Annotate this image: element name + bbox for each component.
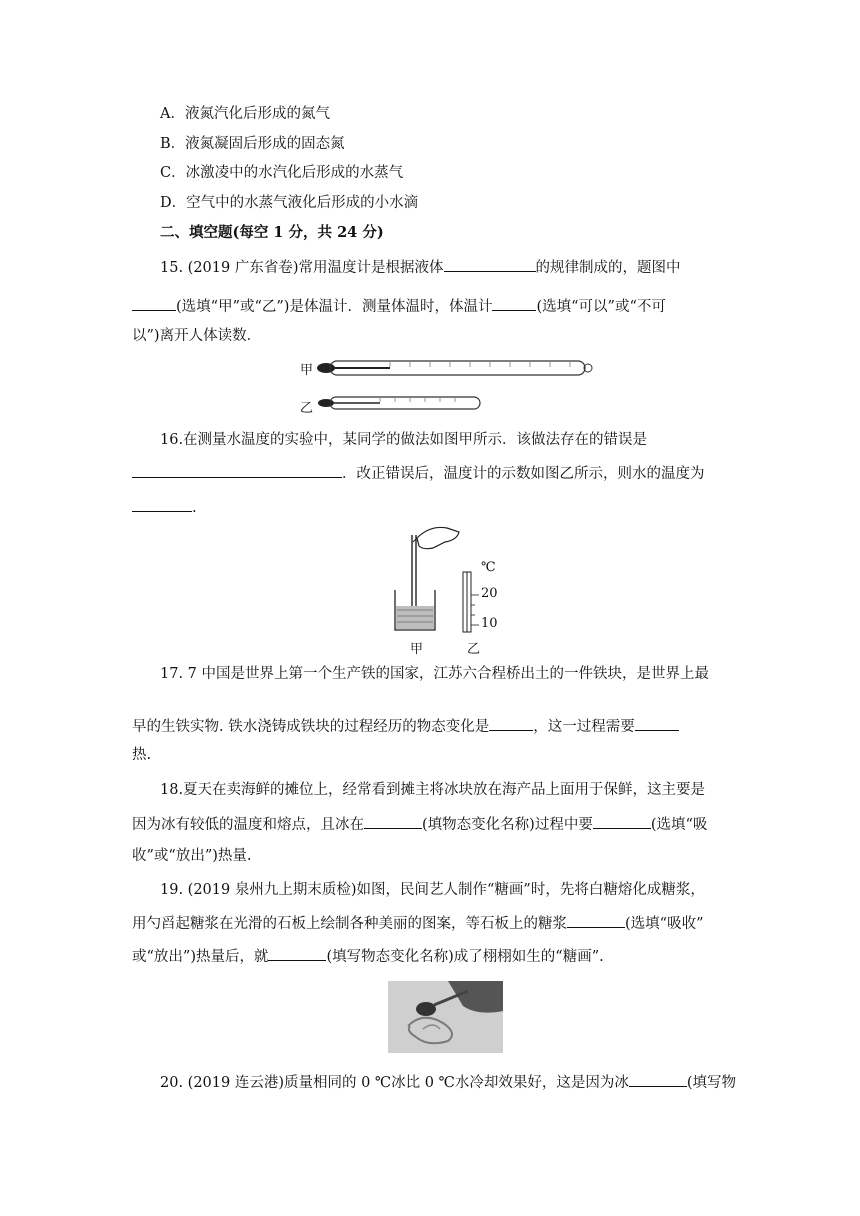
option-c: C．冰激凌中的水汽化后形成的水蒸气	[160, 165, 404, 181]
option-b: B．液氮凝固后形成的固态氮	[160, 136, 345, 152]
answer-blank[interactable]	[132, 463, 342, 478]
scale-10: 10	[481, 616, 498, 631]
answer-blank[interactable]	[444, 257, 536, 272]
fig-label-yi: 乙	[300, 401, 314, 416]
q15-line-3: 以”)离开人体读数．	[132, 328, 262, 344]
q19-line-3: 或“放出”)热量后，就 (填写物态变化名称)成了栩栩如生的“糖画”.	[132, 946, 604, 967]
option-d: D．空气中的水蒸气液化后形成的小水滴	[160, 195, 419, 211]
fig-label-yi: 乙	[467, 642, 481, 657]
thermometer-drawing	[300, 355, 600, 415]
thermometer-figure	[300, 355, 600, 415]
answer-blank[interactable]	[629, 1072, 687, 1087]
sugar-painting-photo	[388, 981, 503, 1053]
scale-unit: ℃	[481, 560, 496, 575]
q16-line-2: ．改正错误后，温度计的示数如图乙所示，则水的温度为	[132, 463, 705, 484]
q19-line-1: 19. (2019 泉州九上期末质检)如图，民间艺人制作“糖画”时，先将白糖熔化成糖浆，	[160, 882, 705, 898]
fig-label-jia: 甲	[410, 642, 424, 657]
answer-blank[interactable]	[492, 296, 536, 311]
q18-line-3: 收”或“放出”)热量.	[132, 848, 252, 864]
q15-line-1: 15. (2019 广东省卷)常用温度计是根据液体 的规律制成的，题图中	[160, 257, 681, 278]
q16-line-1: 16.在测量水温度的实验中，某同学的做法如图甲所示．该做法存在的错误是	[160, 432, 648, 448]
section-title: 二、填空题(每空 1 分，共 24 分)	[160, 224, 384, 241]
answer-blank[interactable]	[489, 716, 533, 731]
q17-line-3: 热.	[132, 747, 152, 763]
q15-line-2: (选填“甲”或“乙”)是体温计．测量体温时，体温计 (选填“可以”或“不可	[132, 296, 666, 317]
q20-line-1: 20. (2019 连云港)质量相同的 0 ℃冰比 0 ℃水冷却效果好，这是因为冰 (填写物	[160, 1072, 736, 1093]
q18-line-1: 18.夏天在卖海鲜的摊位上，经常看到摊主将冰块放在海产品上面用于保鲜，这主要是	[160, 782, 706, 798]
sugar-painting-drawing	[388, 981, 503, 1053]
q17-line-1: 17. 7 中国是世界上第一个生产铁的国家，江苏六合程桥出土的一件铁块，是世界上最	[160, 666, 710, 682]
beaker-figure	[385, 520, 505, 655]
q17-line-2: 早的生铁实物. 铁水浇铸成铁块的过程经历的物态变化是 ，这一过程需要	[132, 716, 679, 737]
answer-blank[interactable]	[364, 814, 422, 829]
q19-line-2: 用勺舀起糖浆在光滑的石板上绘制各种美丽的图案，等石板上的糖浆 (选填“吸收”	[132, 913, 703, 934]
fig-label-jia: 甲	[300, 363, 314, 378]
answer-blank[interactable]	[567, 913, 625, 928]
answer-blank[interactable]	[268, 946, 326, 961]
option-a: A．液氮汽化后形成的氮气	[160, 106, 330, 122]
q18-line-2: 因为冰有较低的温度和熔点，且冰在 (填物态变化名称)过程中要 (选填“吸	[132, 814, 707, 835]
q16-line-3: .	[132, 497, 197, 518]
answer-blank[interactable]	[635, 716, 679, 731]
answer-blank[interactable]	[132, 497, 192, 512]
answer-blank[interactable]	[132, 296, 176, 311]
scale-20: 20	[481, 586, 498, 601]
answer-blank[interactable]	[593, 814, 651, 829]
